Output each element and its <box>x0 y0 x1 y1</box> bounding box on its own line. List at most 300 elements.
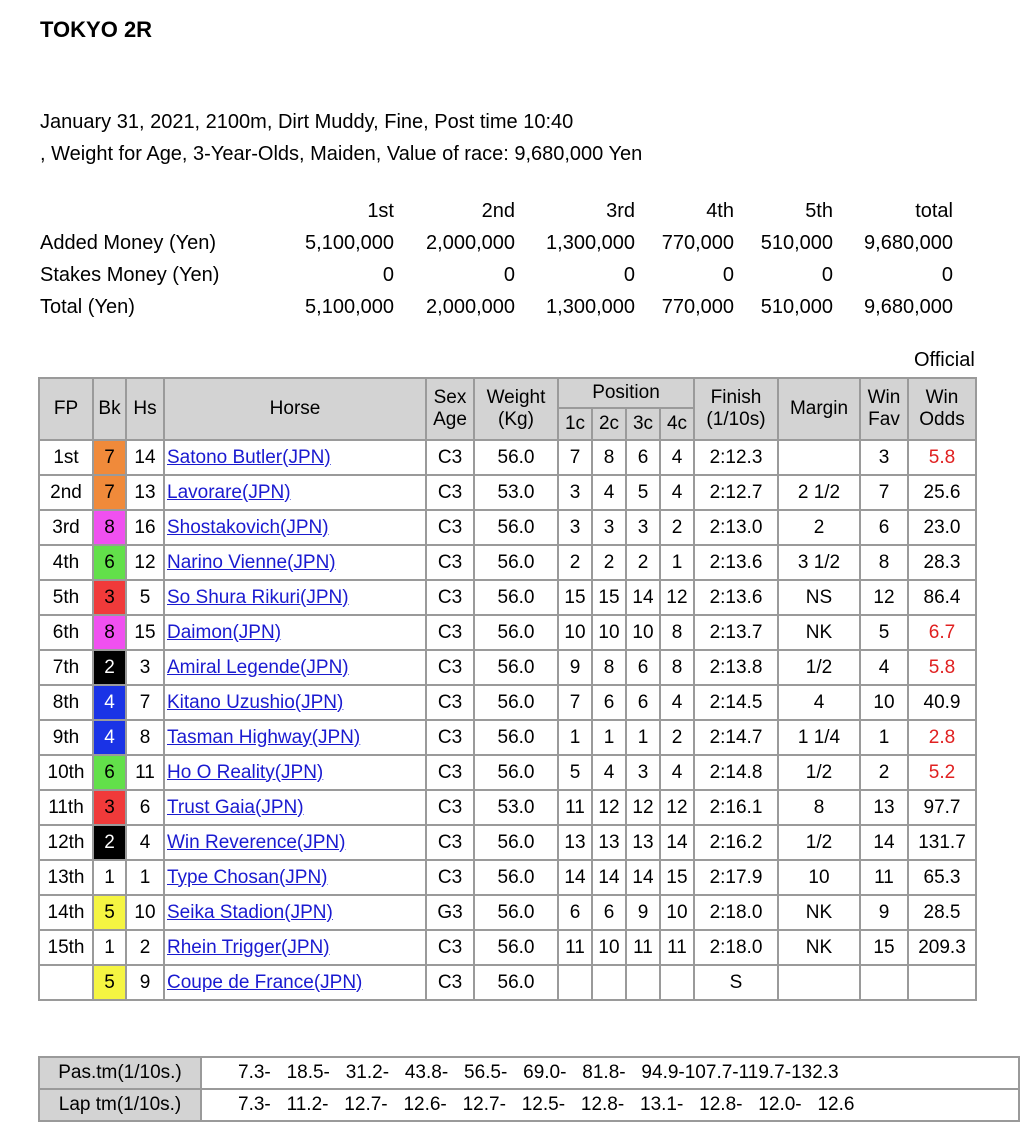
cell-c2: 4 <box>592 755 626 790</box>
cell-margin: 10 <box>778 860 860 895</box>
cell-c4: 4 <box>660 755 694 790</box>
cell-weight: 56.0 <box>474 650 558 685</box>
cell-c2: 13 <box>592 825 626 860</box>
cell-finish: 2:17.9 <box>694 860 778 895</box>
horse-link[interactable]: Win Reverence(JPN) <box>167 831 346 853</box>
cell-c3: 11 <box>626 930 660 965</box>
cell-bk: 8 <box>93 510 126 545</box>
cell-c2: 3 <box>592 510 626 545</box>
horse-link[interactable]: Daimon(JPN) <box>167 621 282 643</box>
prize-money-table <box>40 195 953 323</box>
cell-c2: 4 <box>592 475 626 510</box>
cell-weight: 56.0 <box>474 510 558 545</box>
prize-value: 5,100,000 <box>305 295 394 318</box>
cell-c3: 14 <box>626 580 660 615</box>
table-row <box>39 475 976 510</box>
prize-value: 2,000,000 <box>426 295 515 318</box>
prize-value: 9,680,000 <box>864 231 953 254</box>
cell-fp <box>39 965 93 1000</box>
horse-link[interactable]: Ho O Reality(JPN) <box>167 761 324 783</box>
cell-horse <box>164 930 426 965</box>
cell-bk: 3 <box>93 580 126 615</box>
cell-horse <box>164 545 426 580</box>
cell-sexage: C3 <box>426 615 474 650</box>
cell-fav: 14 <box>860 825 908 860</box>
cell-odds: 5.8 <box>908 650 976 685</box>
cell-odds: 65.3 <box>908 860 976 895</box>
cell-finish: 2:13.6 <box>694 580 778 615</box>
cell-horse <box>164 790 426 825</box>
cell-c3: 2 <box>626 545 660 580</box>
table-row <box>39 790 976 825</box>
cell-c4: 4 <box>660 475 694 510</box>
lap-time-values: 7.3- 11.2- 12.7- 12.6- 12.7- 12.5- 12.8- 13.1- 12.8- 12.0- 12.6 <box>201 1089 1019 1121</box>
horse-link[interactable]: So Shura Rikuri(JPN) <box>167 586 349 608</box>
cell-finish: S <box>694 965 778 1000</box>
cell-c1: 7 <box>558 440 592 475</box>
cell-c4: 4 <box>660 440 694 475</box>
cell-fav: 6 <box>860 510 908 545</box>
cell-fp: 6th <box>39 615 93 650</box>
race-info <box>40 106 642 170</box>
cell-margin: 1/2 <box>778 755 860 790</box>
cell-c2 <box>592 965 626 1000</box>
cell-hs: 8 <box>126 720 164 755</box>
col-weight: Weight (Kg) <box>474 378 558 440</box>
cell-fav: 8 <box>860 545 908 580</box>
cell-finish: 2:14.7 <box>694 720 778 755</box>
cell-finish: 2:18.0 <box>694 930 778 965</box>
horse-link[interactable]: Narino Vienne(JPN) <box>167 551 336 573</box>
prize-money-row <box>40 259 953 291</box>
cell-sexage: C3 <box>426 510 474 545</box>
prize-value: 2,000,000 <box>426 231 515 254</box>
cell-c4: 4 <box>660 685 694 720</box>
cell-fav: 11 <box>860 860 908 895</box>
cell-margin: 2 <box>778 510 860 545</box>
cell-odds: 23.0 <box>908 510 976 545</box>
col-3c: 3c <box>626 408 660 440</box>
cell-sexage: C3 <box>426 930 474 965</box>
table-row <box>39 685 976 720</box>
official-label: Official <box>914 349 975 371</box>
cell-c3: 10 <box>626 615 660 650</box>
cell-sexage: C3 <box>426 965 474 1000</box>
cell-finish: 2:12.3 <box>694 440 778 475</box>
cell-weight: 56.0 <box>474 545 558 580</box>
cell-fp: 15th <box>39 930 93 965</box>
prize-money-row <box>40 227 953 259</box>
cell-fav: 3 <box>860 440 908 475</box>
cell-c4: 11 <box>660 930 694 965</box>
cell-bk: 1 <box>93 860 126 895</box>
cell-finish: 2:12.7 <box>694 475 778 510</box>
cell-c1: 9 <box>558 650 592 685</box>
cell-c3: 1 <box>626 720 660 755</box>
table-row <box>39 860 976 895</box>
cell-margin: 2 1/2 <box>778 475 860 510</box>
cell-c1: 14 <box>558 860 592 895</box>
cell-c2: 2 <box>592 545 626 580</box>
cell-odds: 40.9 <box>908 685 976 720</box>
cell-margin: 4 <box>778 685 860 720</box>
cell-c1: 7 <box>558 685 592 720</box>
cell-horse <box>164 755 426 790</box>
cell-sexage: C3 <box>426 720 474 755</box>
cell-finish: 2:16.1 <box>694 790 778 825</box>
cell-c3: 14 <box>626 860 660 895</box>
cell-bk: 8 <box>93 615 126 650</box>
prize-header-5th: 5th <box>805 199 833 222</box>
cell-fav: 4 <box>860 650 908 685</box>
col-1c: 1c <box>558 408 592 440</box>
cell-odds: 209.3 <box>908 930 976 965</box>
cell-fp: 8th <box>39 685 93 720</box>
passing-time-row <box>39 1057 1019 1089</box>
cell-sexage: C3 <box>426 475 474 510</box>
col-2c: 2c <box>592 408 626 440</box>
cell-margin: NS <box>778 580 860 615</box>
cell-bk: 7 <box>93 440 126 475</box>
lap-time-label: Lap tm(1/10s.) <box>39 1089 201 1121</box>
prize-value: 5,100,000 <box>305 231 394 254</box>
cell-c2: 6 <box>592 895 626 930</box>
cell-c4: 14 <box>660 825 694 860</box>
col-horse: Horse <box>164 378 426 440</box>
cell-c1: 1 <box>558 720 592 755</box>
table-row <box>39 755 976 790</box>
cell-c4: 2 <box>660 510 694 545</box>
prize-value: 1,300,000 <box>546 231 635 254</box>
cell-weight: 56.0 <box>474 895 558 930</box>
cell-c1: 11 <box>558 790 592 825</box>
cell-bk: 6 <box>93 545 126 580</box>
cell-c4: 15 <box>660 860 694 895</box>
horse-link[interactable]: Type Chosan(JPN) <box>167 866 328 888</box>
table-row <box>39 615 976 650</box>
cell-fp: 4th <box>39 545 93 580</box>
cell-hs: 12 <box>126 545 164 580</box>
col-finish: Finish (1/10s) <box>694 378 778 440</box>
prize-header-2nd: 2nd <box>481 199 515 222</box>
cell-sexage: C3 <box>426 790 474 825</box>
race-info-line2: , Weight for Age, 3-Year-Olds, Maiden, Value of race: 9,680,000 Yen <box>40 143 643 165</box>
cell-fav: 7 <box>860 475 908 510</box>
cell-odds <box>908 965 976 1000</box>
cell-finish: 2:13.8 <box>694 650 778 685</box>
prize-row-label: Stakes Money (Yen) <box>40 263 220 286</box>
cell-horse <box>164 685 426 720</box>
cell-hs: 3 <box>126 650 164 685</box>
prize-row-label: Total (Yen) <box>40 295 135 318</box>
cell-margin: NK <box>778 615 860 650</box>
cell-odds: 25.6 <box>908 475 976 510</box>
cell-fav: 10 <box>860 685 908 720</box>
cell-horse <box>164 580 426 615</box>
cell-hs: 4 <box>126 825 164 860</box>
cell-margin: NK <box>778 930 860 965</box>
horse-link[interactable]: Rhein Trigger(JPN) <box>167 936 330 958</box>
col-win-fav: Win Fav <box>860 378 908 440</box>
prize-money-header-row <box>40 195 953 227</box>
cell-fav: 12 <box>860 580 908 615</box>
cell-sexage: C3 <box>426 860 474 895</box>
cell-c3: 6 <box>626 685 660 720</box>
col-hs: Hs <box>126 378 164 440</box>
col-sex-age: Sex Age <box>426 378 474 440</box>
cell-c3 <box>626 965 660 1000</box>
cell-c4 <box>660 965 694 1000</box>
horse-link[interactable]: Amiral Legende(JPN) <box>167 656 349 678</box>
cell-fp: 11th <box>39 790 93 825</box>
horse-link[interactable]: Satono Butler(JPN) <box>167 446 331 468</box>
table-row <box>39 720 976 755</box>
prize-value: 0 <box>623 263 635 286</box>
cell-c3: 13 <box>626 825 660 860</box>
cell-sexage: C3 <box>426 440 474 475</box>
cell-fp: 7th <box>39 650 93 685</box>
prize-row-label: Added Money (Yen) <box>40 231 217 254</box>
col-win-odds: Win Odds <box>908 378 976 440</box>
cell-margin: 1/2 <box>778 825 860 860</box>
prize-header-total: total <box>915 199 953 222</box>
cell-hs: 14 <box>126 440 164 475</box>
cell-odds: 28.5 <box>908 895 976 930</box>
cell-weight: 56.0 <box>474 860 558 895</box>
table-row <box>39 825 976 860</box>
cell-hs: 13 <box>126 475 164 510</box>
cell-margin <box>778 965 860 1000</box>
cell-sexage: C3 <box>426 545 474 580</box>
cell-odds: 131.7 <box>908 825 976 860</box>
cell-bk: 1 <box>93 930 126 965</box>
col-fp: FP <box>39 378 93 440</box>
cell-c2: 10 <box>592 615 626 650</box>
cell-horse <box>164 510 426 545</box>
table-row <box>39 930 976 965</box>
cell-hs: 1 <box>126 860 164 895</box>
cell-finish: 2:18.0 <box>694 895 778 930</box>
cell-sexage: C3 <box>426 685 474 720</box>
prize-value: 510,000 <box>760 231 833 254</box>
cell-finish: 2:14.8 <box>694 755 778 790</box>
prize-header-4th: 4th <box>706 199 734 222</box>
cell-horse <box>164 965 426 1000</box>
cell-finish: 2:13.7 <box>694 615 778 650</box>
cell-margin: 1 1/4 <box>778 720 860 755</box>
prize-value: 1,300,000 <box>546 295 635 318</box>
lap-time-row <box>39 1089 1019 1121</box>
cell-margin: 8 <box>778 790 860 825</box>
cell-c4: 12 <box>660 790 694 825</box>
cell-sexage: C3 <box>426 755 474 790</box>
cell-fav: 15 <box>860 930 908 965</box>
cell-finish: 2:14.5 <box>694 685 778 720</box>
cell-fp: 2nd <box>39 475 93 510</box>
cell-hs: 5 <box>126 580 164 615</box>
table-row <box>39 545 976 580</box>
cell-c4: 2 <box>660 720 694 755</box>
cell-hs: 9 <box>126 965 164 1000</box>
cell-hs: 7 <box>126 685 164 720</box>
times-table <box>38 1056 1020 1122</box>
cell-horse <box>164 440 426 475</box>
cell-c3: 3 <box>626 755 660 790</box>
horse-link[interactable]: Lavorare(JPN) <box>167 481 291 503</box>
cell-bk: 7 <box>93 475 126 510</box>
cell-bk: 2 <box>93 825 126 860</box>
cell-finish: 2:16.2 <box>694 825 778 860</box>
passing-time-values: 7.3- 18.5- 31.2- 43.8- 56.5- 69.0- 81.8- 94.9-107.7-119.7-132.3 <box>201 1057 1019 1089</box>
cell-horse <box>164 825 426 860</box>
cell-fp: 9th <box>39 720 93 755</box>
cell-weight: 56.0 <box>474 685 558 720</box>
cell-finish: 2:13.0 <box>694 510 778 545</box>
cell-bk: 5 <box>93 895 126 930</box>
cell-c3: 3 <box>626 510 660 545</box>
cell-c2: 15 <box>592 580 626 615</box>
results-table <box>38 377 977 1001</box>
cell-weight: 56.0 <box>474 755 558 790</box>
col-position: Position <box>558 378 694 408</box>
cell-c1: 10 <box>558 615 592 650</box>
cell-weight: 56.0 <box>474 965 558 1000</box>
prize-value: 0 <box>503 263 515 286</box>
cell-c4: 10 <box>660 895 694 930</box>
cell-fp: 10th <box>39 755 93 790</box>
cell-c2: 14 <box>592 860 626 895</box>
cell-horse <box>164 615 426 650</box>
cell-hs: 10 <box>126 895 164 930</box>
cell-weight: 56.0 <box>474 930 558 965</box>
cell-c1: 6 <box>558 895 592 930</box>
horse-link[interactable]: Shostakovich(JPN) <box>167 516 329 538</box>
table-row <box>39 440 976 475</box>
cell-sexage: C3 <box>426 825 474 860</box>
cell-sexage: G3 <box>426 895 474 930</box>
prize-header-1st: 1st <box>367 199 394 222</box>
cell-fp: 1st <box>39 440 93 475</box>
cell-c2: 1 <box>592 720 626 755</box>
passing-time-label: Pas.tm(1/10s.) <box>39 1057 201 1089</box>
cell-c4: 12 <box>660 580 694 615</box>
cell-c2: 12 <box>592 790 626 825</box>
cell-hs: 2 <box>126 930 164 965</box>
cell-horse <box>164 475 426 510</box>
cell-fav: 5 <box>860 615 908 650</box>
cell-horse <box>164 650 426 685</box>
cell-odds: 5.8 <box>908 440 976 475</box>
cell-horse <box>164 860 426 895</box>
horse-link[interactable]: Trust Gaia(JPN) <box>167 796 304 818</box>
prize-value: 0 <box>821 263 833 286</box>
cell-margin <box>778 440 860 475</box>
table-row <box>39 510 976 545</box>
cell-c4: 8 <box>660 615 694 650</box>
cell-c2: 8 <box>592 440 626 475</box>
cell-c2: 10 <box>592 930 626 965</box>
cell-odds: 2.8 <box>908 720 976 755</box>
cell-fav: 1 <box>860 720 908 755</box>
horse-link[interactable]: Coupe de France(JPN) <box>167 971 363 993</box>
race-info-line1: January 31, 2021, 2100m, Dirt Muddy, Fine, Post time 10:40 <box>40 111 574 133</box>
cell-hs: 11 <box>126 755 164 790</box>
prize-value: 770,000 <box>661 231 734 254</box>
cell-odds: 97.7 <box>908 790 976 825</box>
table-row <box>39 895 976 930</box>
horse-link[interactable]: Tasman Highway(JPN) <box>167 726 361 748</box>
cell-c3: 6 <box>626 650 660 685</box>
cell-weight: 56.0 <box>474 440 558 475</box>
cell-c3: 12 <box>626 790 660 825</box>
cell-fp: 12th <box>39 825 93 860</box>
cell-bk: 3 <box>93 790 126 825</box>
prize-money-row <box>40 291 953 323</box>
col-bk: Bk <box>93 378 126 440</box>
cell-odds: 86.4 <box>908 580 976 615</box>
horse-link[interactable]: Kitano Uzushio(JPN) <box>167 691 344 713</box>
cell-fp: 5th <box>39 580 93 615</box>
cell-c1: 5 <box>558 755 592 790</box>
prize-value: 0 <box>722 263 734 286</box>
cell-bk: 4 <box>93 685 126 720</box>
prize-header-3rd: 3rd <box>606 199 635 222</box>
col-4c: 4c <box>660 408 694 440</box>
cell-weight: 56.0 <box>474 615 558 650</box>
cell-c4: 1 <box>660 545 694 580</box>
cell-fav: 2 <box>860 755 908 790</box>
cell-hs: 16 <box>126 510 164 545</box>
col-margin: Margin <box>778 378 860 440</box>
cell-odds: 28.3 <box>908 545 976 580</box>
horse-link[interactable]: Seika Stadion(JPN) <box>167 901 333 923</box>
cell-fav: 9 <box>860 895 908 930</box>
cell-bk: 2 <box>93 650 126 685</box>
race-title: TOKYO 2R <box>40 17 153 42</box>
cell-c3: 5 <box>626 475 660 510</box>
cell-weight: 53.0 <box>474 475 558 510</box>
cell-margin: 1/2 <box>778 650 860 685</box>
table-row <box>39 965 976 1000</box>
cell-finish: 2:13.6 <box>694 545 778 580</box>
cell-margin: 3 1/2 <box>778 545 860 580</box>
cell-horse <box>164 720 426 755</box>
cell-bk: 4 <box>93 720 126 755</box>
cell-fp: 3rd <box>39 510 93 545</box>
table-row <box>39 650 976 685</box>
cell-weight: 53.0 <box>474 790 558 825</box>
prize-value: 0 <box>382 263 394 286</box>
cell-weight: 56.0 <box>474 825 558 860</box>
cell-margin: NK <box>778 895 860 930</box>
cell-fav <box>860 965 908 1000</box>
cell-weight: 56.0 <box>474 580 558 615</box>
cell-weight: 56.0 <box>474 720 558 755</box>
results-header-row <box>39 378 976 408</box>
cell-horse <box>164 895 426 930</box>
prize-value: 510,000 <box>760 295 833 318</box>
cell-odds: 5.2 <box>908 755 976 790</box>
cell-c1 <box>558 965 592 1000</box>
cell-fp: 13th <box>39 860 93 895</box>
cell-fav: 13 <box>860 790 908 825</box>
cell-bk: 5 <box>93 965 126 1000</box>
prize-value: 0 <box>941 263 953 286</box>
cell-bk: 6 <box>93 755 126 790</box>
prize-value: 9,680,000 <box>864 295 953 318</box>
cell-c1: 13 <box>558 825 592 860</box>
cell-c1: 3 <box>558 510 592 545</box>
